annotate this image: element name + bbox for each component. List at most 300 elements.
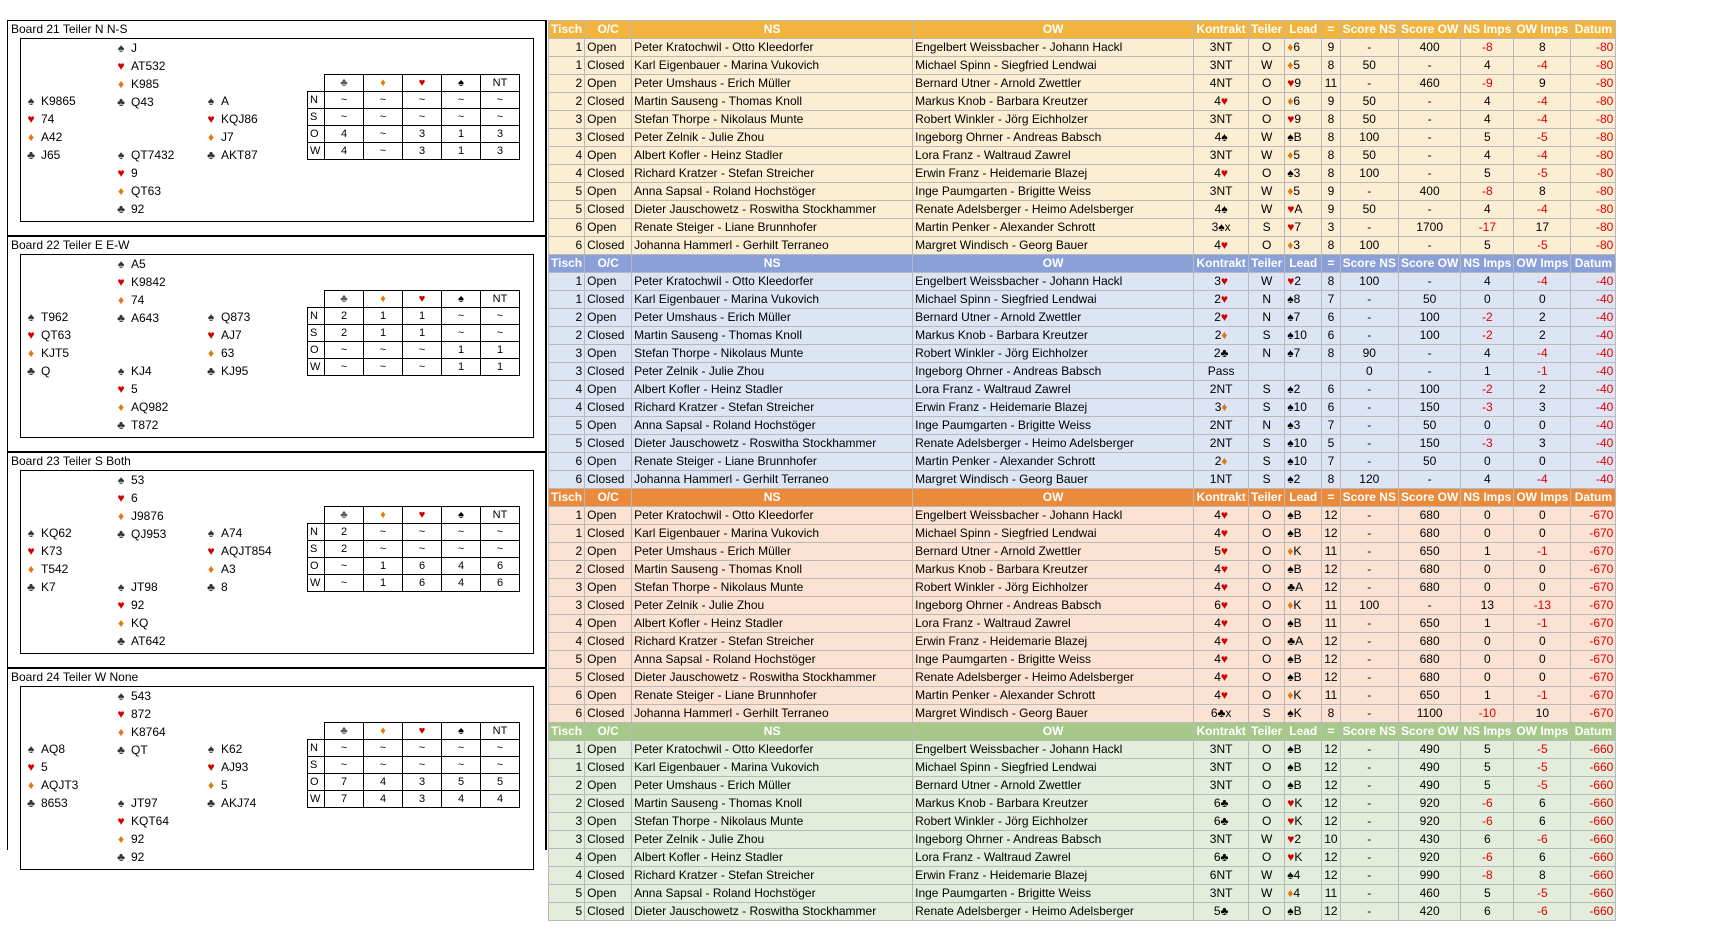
cell-score-ow: 50 [1398, 453, 1460, 471]
dd-cell: 4 [481, 791, 520, 808]
cell-ow-imps: -1 [1514, 615, 1571, 633]
cell-ns-imps: 0 [1461, 651, 1514, 669]
cell-tricks: 12 [1322, 867, 1340, 885]
diamond-icon: ♦ [207, 130, 215, 144]
hand-line [21, 794, 78, 812]
cell-contract: 3NT [1194, 39, 1249, 57]
club-icon: ♣ [117, 850, 125, 864]
spade-icon: ♠ [27, 94, 35, 108]
diamond-cards: 5 [221, 778, 228, 792]
hand-line [201, 344, 250, 362]
cell-datum: -670 [1571, 507, 1616, 525]
table-row [549, 291, 1616, 309]
club-icon: ♣ [325, 291, 364, 308]
cell-datum: -670 [1571, 561, 1616, 579]
cell-contract: 4♥ [1194, 651, 1249, 669]
dd-cell: 4 [325, 126, 364, 143]
cell-ow-imps: -4 [1514, 471, 1571, 489]
cell-tisch: 4 [549, 147, 585, 165]
club-icon: ♣ [207, 148, 215, 162]
cell-lead: ♥7 [1285, 219, 1322, 237]
spade-icon: ♠ [117, 364, 125, 378]
col-contract: Kontrakt [1194, 255, 1249, 273]
cell-ow-pair: Margret Windisch - Georg Bauer [913, 471, 1194, 489]
dd-cell: 3 [403, 774, 442, 791]
cell-oc: Open [585, 183, 632, 201]
cell-score-ns: - [1340, 453, 1398, 471]
col-score-ow: Score OW [1398, 255, 1460, 273]
cell-score-ns: - [1340, 759, 1398, 777]
cell-lead: ♠10 [1285, 327, 1322, 345]
cell-ow-pair: Ingeborg Ohrner - Andreas Babsch [913, 129, 1194, 147]
cell-score-ow: - [1398, 111, 1460, 129]
cell-tisch: 2 [549, 327, 585, 345]
nt-header: NT [481, 507, 520, 524]
spade-cards: 543 [131, 689, 152, 703]
diamond-cards: KQ [131, 616, 149, 630]
diamond-icon: ♦ [207, 562, 215, 576]
cell-tricks: 5 [1322, 435, 1340, 453]
table-row [549, 903, 1616, 921]
heart-icon: ♥ [403, 291, 442, 308]
cell-oc: Closed [585, 327, 632, 345]
cell-ow-pair: Engelbert Weissbacher - Johann Hackl [913, 273, 1194, 291]
col-ow-pair: OW [913, 21, 1194, 39]
spade-icon: ♠ [207, 526, 215, 540]
dd-seat: S [308, 541, 325, 558]
spade-icon: ♠ [117, 257, 125, 271]
cell-score-ow: - [1398, 129, 1460, 147]
cell-dealer: S [1249, 219, 1285, 237]
diamond-icon: ♦ [117, 509, 125, 523]
cell-ns-pair: Dieter Jauschowetz - Roswitha Stockhammer [632, 435, 913, 453]
dd-row [308, 92, 520, 109]
cell-ns-imps: 5 [1461, 759, 1514, 777]
cell-lead: ♥A [1285, 201, 1322, 219]
cell-ns-pair: Richard Kratzer - Stefan Streicher [632, 633, 913, 651]
spade-icon: ♠ [442, 75, 481, 92]
cell-tisch: 1 [549, 57, 585, 75]
cell-tricks: 10 [1322, 831, 1340, 849]
cell-score-ns: - [1340, 561, 1398, 579]
board-title: Board 24 Teiler W None [11, 670, 139, 684]
cell-lead: ♦6 [1285, 93, 1322, 111]
diamond-icon: ♦ [27, 346, 35, 360]
cell-ns-pair: Anna Sapsal - Roland Hochstöger [632, 417, 913, 435]
cell-oc: Closed [585, 129, 632, 147]
cell-contract: 3NT [1194, 831, 1249, 849]
cell-tisch: 1 [549, 291, 585, 309]
cell-lead: ♣A [1285, 579, 1322, 597]
cell-score-ns: 100 [1340, 597, 1398, 615]
cell-ns-imps: 4 [1461, 111, 1514, 129]
dd-row [308, 575, 520, 592]
spade-cards: K9865 [41, 94, 76, 108]
dd-cell: 2 [325, 308, 364, 325]
results-header [549, 255, 1616, 273]
cell-score-ns: - [1340, 309, 1398, 327]
cell-score-ow: 920 [1398, 795, 1460, 813]
cell-ns-pair: Renate Steiger - Liane Brunnhofer [632, 687, 913, 705]
cell-score-ns: - [1340, 633, 1398, 651]
cell-score-ns: - [1340, 507, 1398, 525]
cell-tisch: 3 [549, 813, 585, 831]
table-row [549, 453, 1616, 471]
cell-ow-pair: Engelbert Weissbacher - Johann Hackl [913, 39, 1194, 57]
cell-ow-pair: Bernard Utner - Arnold Zwettler [913, 309, 1194, 327]
cell-contract: 3NT [1194, 885, 1249, 903]
cell-dealer: O [1249, 795, 1285, 813]
cell-dealer: W [1249, 147, 1285, 165]
dd-cell: ~ [442, 740, 481, 757]
cell-lead: ♠10 [1285, 399, 1322, 417]
cell-lead: ♠B [1285, 561, 1322, 579]
cell-contract: 4♥ [1194, 561, 1249, 579]
cell-ow-imps: 0 [1514, 651, 1571, 669]
cell-dealer: W [1249, 885, 1285, 903]
cell-score-ns: - [1340, 579, 1398, 597]
cell-ns-pair: Stefan Thorpe - Nikolaus Munte [632, 111, 913, 129]
table-row [549, 795, 1616, 813]
cell-ow-pair: Erwin Franz - Heidemarie Blazej [913, 399, 1194, 417]
cell-contract: 4♥ [1194, 237, 1249, 255]
results-table [548, 20, 1616, 921]
dd-cell: 7 [325, 774, 364, 791]
heart-icon: ♥ [403, 75, 442, 92]
cell-ow-imps: -4 [1514, 93, 1571, 111]
dd-cell: 3 [481, 126, 520, 143]
nt-header: NT [481, 291, 520, 308]
col-oc: O/C [585, 489, 632, 507]
cell-tisch: 1 [549, 273, 585, 291]
table-row [549, 543, 1616, 561]
deal-diagram [20, 254, 534, 438]
cell-ns-imps: 13 [1461, 597, 1514, 615]
cell-ns-pair: Stefan Thorpe - Nikolaus Munte [632, 813, 913, 831]
cell-ow-imps: -4 [1514, 345, 1571, 363]
cell-datum: -80 [1571, 201, 1616, 219]
spade-icon: ♠ [117, 148, 125, 162]
club-cards: QT [131, 743, 148, 757]
hand-line [111, 687, 166, 705]
col-datum: Datum [1571, 489, 1616, 507]
cell-score-ns: 50 [1340, 111, 1398, 129]
cell-dealer [1249, 363, 1285, 381]
cell-dealer: W [1249, 831, 1285, 849]
diamond-icon: ♦ [364, 291, 403, 308]
cell-oc: Open [585, 309, 632, 327]
cell-tricks: 8 [1322, 705, 1340, 723]
col-ow-pair: OW [913, 489, 1194, 507]
dd-cell: 1 [481, 342, 520, 359]
cell-tisch: 6 [549, 705, 585, 723]
dd-cell: 2 [325, 541, 364, 558]
cell-ow-pair: Lora Franz - Waltraud Zawrel [913, 147, 1194, 165]
diamond-icon: ♦ [117, 725, 125, 739]
cell-contract: 4♥ [1194, 525, 1249, 543]
hand-line [201, 524, 272, 542]
dd-row [308, 342, 520, 359]
cell-ns-pair: Dieter Jauschowetz - Roswitha Stockhammer [632, 201, 913, 219]
diamond-icon: ♦ [207, 778, 215, 792]
cell-score-ow: 150 [1398, 435, 1460, 453]
cell-ns-pair: Johanna Hammerl - Gerhilt Terraneo [632, 237, 913, 255]
cell-ow-imps: 2 [1514, 327, 1571, 345]
cell-score-ns: - [1340, 777, 1398, 795]
cell-score-ow: 490 [1398, 741, 1460, 759]
cell-ns-imps: 1 [1461, 687, 1514, 705]
hand-line [111, 525, 166, 543]
hand-line [111, 614, 165, 632]
cell-contract: 3NT [1194, 147, 1249, 165]
cell-ow-pair: Lora Franz - Waltraud Zawrel [913, 615, 1194, 633]
hand-west [21, 524, 72, 596]
diamond-icon: ♦ [207, 346, 215, 360]
cell-ns-imps: 6 [1461, 903, 1514, 921]
diamond-cards: KJT5 [41, 346, 70, 360]
cell-datum: -670 [1571, 525, 1616, 543]
hand-line [201, 146, 258, 164]
dd-cell: 4 [442, 575, 481, 592]
cell-score-ns: - [1340, 741, 1398, 759]
hand-line [21, 560, 72, 578]
cell-ow-pair: Robert Winkler - Jörg Eichholzer [913, 345, 1194, 363]
cell-tricks: 8 [1322, 165, 1340, 183]
club-icon: ♣ [117, 202, 125, 216]
heart-icon: ♥ [403, 723, 442, 740]
dd-row [308, 359, 520, 376]
cell-datum: -670 [1571, 543, 1616, 561]
dd-cell: ~ [364, 342, 403, 359]
hand-line [111, 578, 165, 596]
cell-dealer: W [1249, 201, 1285, 219]
table-row [549, 777, 1616, 795]
table-row [549, 57, 1616, 75]
dd-cell: 4 [364, 774, 403, 791]
col-contract: Kontrakt [1194, 21, 1249, 39]
dd-cell: ~ [403, 757, 442, 774]
cell-lead: ♠K [1285, 705, 1322, 723]
cell-tisch: 3 [549, 579, 585, 597]
cell-contract: 4♥ [1194, 669, 1249, 687]
cell-tisch: 4 [549, 849, 585, 867]
dd-cell: 1 [481, 359, 520, 376]
dd-row [308, 308, 520, 325]
cell-lead: ♦5 [1285, 57, 1322, 75]
dd-cell: ~ [403, 92, 442, 109]
table-row [549, 183, 1616, 201]
cell-dealer: O [1249, 561, 1285, 579]
cell-tisch: 5 [549, 201, 585, 219]
cell-datum: -670 [1571, 597, 1616, 615]
diamond-icon: ♦ [117, 293, 125, 307]
spade-icon: ♠ [442, 507, 481, 524]
cell-score-ns: - [1340, 849, 1398, 867]
cell-tricks: 8 [1322, 345, 1340, 363]
spade-icon: ♠ [442, 291, 481, 308]
cell-ns-pair: Dieter Jauschowetz - Roswitha Stockhammer [632, 669, 913, 687]
cell-ns-imps: 0 [1461, 525, 1514, 543]
table-row [549, 219, 1616, 237]
cell-oc: Closed [585, 795, 632, 813]
cell-score-ns: - [1340, 795, 1398, 813]
dd-cell: ~ [364, 359, 403, 376]
cell-tricks: 12 [1322, 561, 1340, 579]
club-icon: ♣ [207, 364, 215, 378]
cell-score-ow: - [1398, 57, 1460, 75]
cell-datum: -40 [1571, 381, 1616, 399]
dd-cell: ~ [364, 126, 403, 143]
hand-line [21, 326, 71, 344]
cell-ns-imps: 4 [1461, 273, 1514, 291]
cell-tricks: 7 [1322, 291, 1340, 309]
cell-ow-pair: Markus Knob - Barbara Kreutzer [913, 93, 1194, 111]
cell-tisch: 2 [549, 309, 585, 327]
hand-east [201, 524, 272, 596]
cell-score-ns: 0 [1340, 363, 1398, 381]
cell-ow-imps: -5 [1514, 885, 1571, 903]
spade-icon: ♠ [27, 310, 35, 324]
cell-lead: ♠B [1285, 129, 1322, 147]
cell-score-ow: 920 [1398, 813, 1460, 831]
cell-tricks: 3 [1322, 219, 1340, 237]
col-ns-pair: NS [632, 489, 913, 507]
cell-datum: -660 [1571, 777, 1616, 795]
dd-cell: ~ [442, 524, 481, 541]
cell-score-ow: - [1398, 93, 1460, 111]
table-row [549, 525, 1616, 543]
cell-datum: -660 [1571, 867, 1616, 885]
dd-cell: 1 [364, 308, 403, 325]
cell-ow-imps: -5 [1514, 741, 1571, 759]
cell-tisch: 4 [549, 165, 585, 183]
col-ns-imps: NS Imps [1461, 255, 1514, 273]
cell-dealer: O [1249, 165, 1285, 183]
cell-ow-pair: Bernard Utner - Arnold Zwettler [913, 75, 1194, 93]
cell-ow-pair: Michael Spinn - Siegfried Lendwai [913, 525, 1194, 543]
cell-dealer: O [1249, 741, 1285, 759]
cell-lead: ♠B [1285, 741, 1322, 759]
cell-ow-imps: -4 [1514, 111, 1571, 129]
col-ow-imps: OW Imps [1514, 255, 1571, 273]
cell-tricks: 11 [1322, 615, 1340, 633]
cell-ns-imps: -6 [1461, 849, 1514, 867]
cell-score-ow: - [1398, 597, 1460, 615]
cell-ns-imps: -6 [1461, 813, 1514, 831]
cell-contract: 3♠x [1194, 219, 1249, 237]
cell-contract: 3NT [1194, 111, 1249, 129]
cell-score-ow: 100 [1398, 381, 1460, 399]
cell-datum: -40 [1571, 309, 1616, 327]
cell-tricks: 9 [1322, 93, 1340, 111]
dd-cell: ~ [403, 740, 442, 757]
dd-cell: 6 [481, 558, 520, 575]
club-cards: K7 [41, 580, 56, 594]
dd-cell: ~ [403, 541, 442, 558]
table-row [549, 363, 1616, 381]
dd-seat: O [308, 558, 325, 575]
dd-cell: ~ [403, 359, 442, 376]
cell-oc: Closed [585, 93, 632, 111]
cell-ns-imps: 5 [1461, 885, 1514, 903]
cell-lead: ♠B [1285, 651, 1322, 669]
cell-lead: ♠B [1285, 759, 1322, 777]
col-tricks: = [1322, 723, 1340, 741]
cell-oc: Closed [585, 399, 632, 417]
cell-contract: 2NT [1194, 381, 1249, 399]
cell-ns-pair: Albert Kofler - Heinz Stadler [632, 849, 913, 867]
col-dealer: Teiler [1249, 21, 1285, 39]
cell-datum: -670 [1571, 705, 1616, 723]
cell-score-ns: 90 [1340, 345, 1398, 363]
hand-line [201, 776, 256, 794]
heart-cards: 6 [131, 491, 138, 505]
cell-oc: Open [585, 849, 632, 867]
cell-oc: Open [585, 687, 632, 705]
col-tricks: = [1322, 489, 1340, 507]
cell-contract: 4♥ [1194, 93, 1249, 111]
dd-cell: ~ [403, 524, 442, 541]
cell-contract: 2NT [1194, 435, 1249, 453]
cell-tisch: 6 [549, 219, 585, 237]
cell-oc: Closed [585, 57, 632, 75]
cell-datum: -660 [1571, 741, 1616, 759]
cell-lead: ♥2 [1285, 831, 1322, 849]
cell-oc: Open [585, 111, 632, 129]
cell-dealer: O [1249, 525, 1285, 543]
cell-datum: -80 [1571, 147, 1616, 165]
cell-score-ns: 100 [1340, 129, 1398, 147]
diamond-icon: ♦ [27, 130, 35, 144]
hand-line [111, 398, 168, 416]
cell-ow-imps: -5 [1514, 129, 1571, 147]
hand-line [111, 848, 169, 866]
cell-ns-pair: Richard Kratzer - Stefan Streicher [632, 165, 913, 183]
diamond-icon: ♦ [117, 77, 125, 91]
club-icon: ♣ [27, 796, 35, 810]
club-cards: J65 [41, 148, 61, 162]
cell-datum: -40 [1571, 417, 1616, 435]
dd-row [308, 143, 520, 160]
dd-cell: ~ [481, 757, 520, 774]
cell-score-ow: 150 [1398, 399, 1460, 417]
dd-cell: ~ [364, 143, 403, 160]
table-row [549, 147, 1616, 165]
table-row [549, 39, 1616, 57]
cell-ns-imps: -9 [1461, 75, 1514, 93]
cell-score-ow: - [1398, 363, 1460, 381]
col-datum: Datum [1571, 21, 1616, 39]
cell-tricks: 11 [1322, 687, 1340, 705]
diamond-icon: ♦ [27, 778, 35, 792]
col-ow-imps: OW Imps [1514, 723, 1571, 741]
cell-tisch: 6 [549, 687, 585, 705]
club-cards: 8653 [41, 796, 68, 810]
cell-dealer: O [1249, 543, 1285, 561]
col-ns-pair: NS [632, 723, 913, 741]
cell-datum: -660 [1571, 795, 1616, 813]
table-row [549, 327, 1616, 345]
cell-tricks: 12 [1322, 813, 1340, 831]
col-score-ns: Score NS [1340, 723, 1398, 741]
cell-ow-pair: Michael Spinn - Siegfried Lendwai [913, 291, 1194, 309]
spade-cards: A5 [131, 257, 146, 271]
dd-cell: 6 [403, 558, 442, 575]
cell-score-ow: 1700 [1398, 219, 1460, 237]
cell-ns-pair: Anna Sapsal - Roland Hochstöger [632, 183, 913, 201]
hand-west [21, 308, 71, 380]
hand-line [111, 200, 174, 218]
